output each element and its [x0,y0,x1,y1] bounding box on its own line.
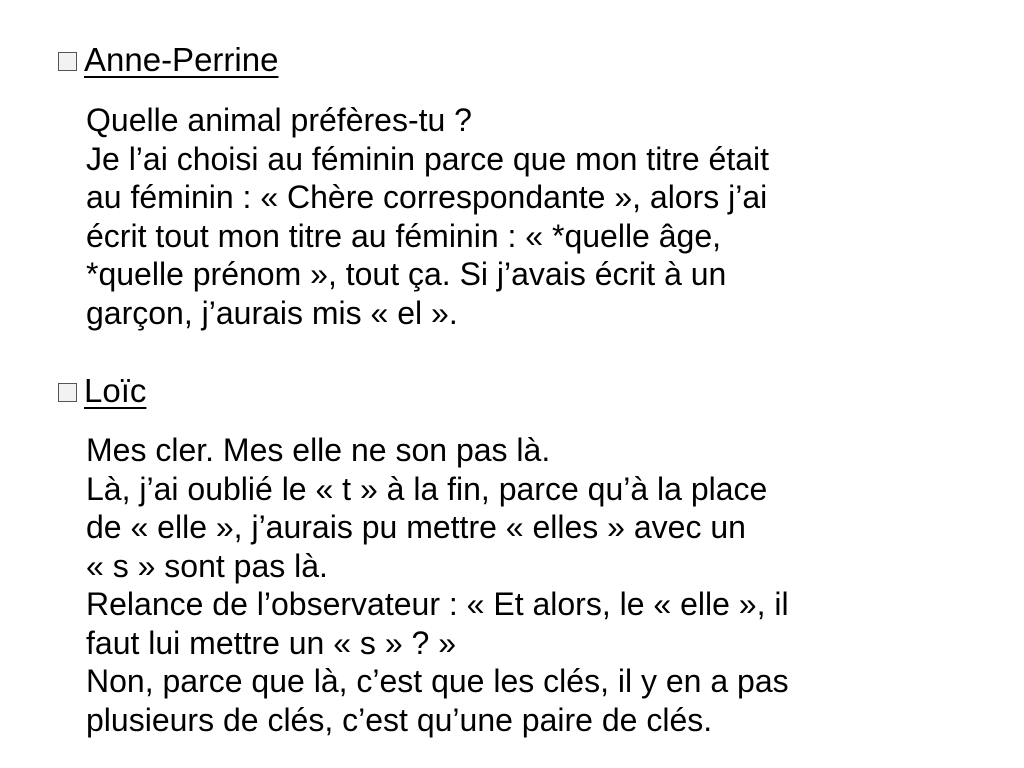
text-line: Là, j’ai oublié le « t » à la fin, parce qu’à la place [86,470,768,507]
text-line: de « elle », j’aurais pu mettre « elles » avec un [86,509,746,545]
text-line: plusieurs de clés, c’est qu’une paire de clés. [86,701,713,738]
text-line: garçon, j’aurais mis « el ». [86,294,458,331]
text-line: « s » sont pas là. [86,547,328,584]
speaker-name: Anne-Perrine [84,41,279,78]
checkbox-square-icon [58,383,77,402]
text-line: Relance de l’observateur : « Et alors, le « elle », il [86,586,789,622]
text-line: Quelle animal préfères-tu ? [86,102,472,138]
quote-paragraph [86,431,789,739]
text-line: faut lui mettre un « s » ? » [86,624,456,661]
text-line: Mes cler. Mes elle ne son pas là. [86,432,551,468]
quote-paragraph [86,101,769,332]
speaker-row [58,371,146,411]
speaker-row [58,40,278,80]
text-line: Non, parce que là, c’est que les clés, il y en a pas [86,663,789,699]
checkbox-square-icon [58,52,77,71]
text-line: Je l’ai choisi au féminin parce que mon titre était [86,140,770,177]
text-line: écrit tout mon titre au féminin : « *quelle âge, [86,217,722,254]
text-line: *quelle prénom », tout ça. Si j’avais écrit à un [86,256,727,292]
text-line: au féminin : « Chère correspondante », alors j’ai [86,179,768,215]
speaker-name: Loïc [84,372,147,409]
